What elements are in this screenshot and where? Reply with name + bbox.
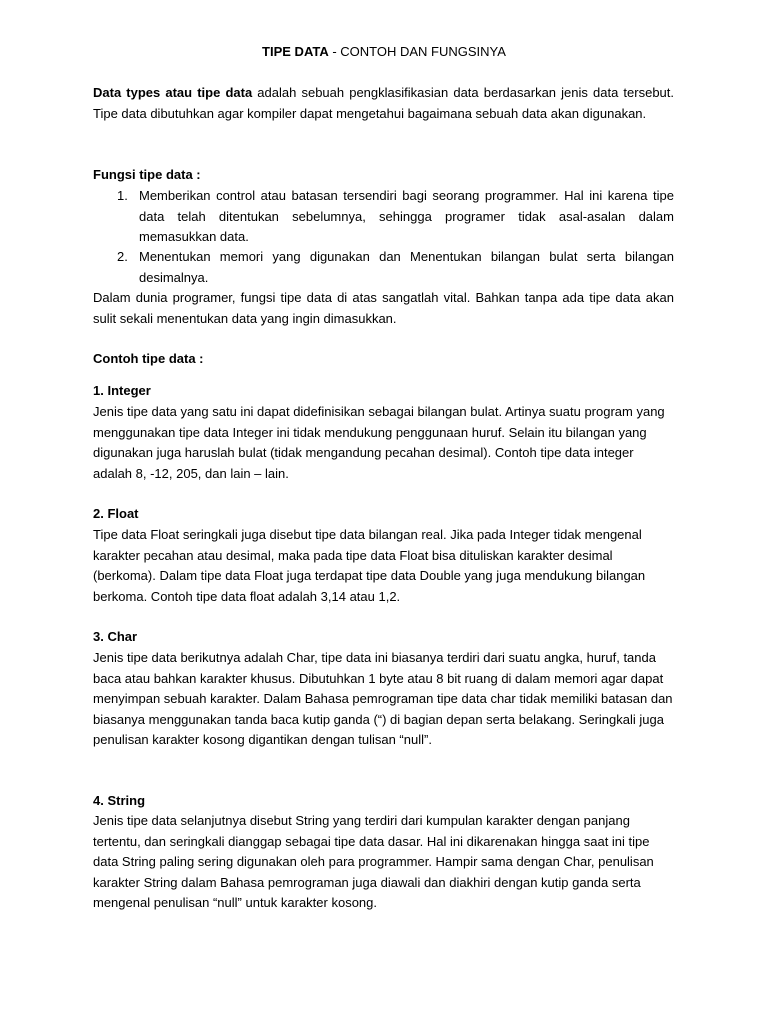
intro-text: adalah sebuah pengklasifikasian data berdasarkan jenis data tersebut. Tipe data dibutuhkan agar kompiler dapat mengetahui bagaimana sebuah data akan digunakan. bbox=[93, 85, 675, 121]
document-title-bold: TIPE DATA bbox=[262, 44, 329, 59]
string-paragraph: Jenis tipe data selanjutnya disebut String yang terdiri dari kumpulan karakter dengan panjang tertentu, dan seringkali dianggap sebagai tipe data dasar. Hal ini dikarenakan hingga saat ini tipe data String paling sering digunakan oleh para programmer. Hampir sama dengan Char, penulisan karakter String dalam Bahasa pemrograman juga diawali dan diakhiri dengan kutip ganda serta mengenal penulisan “null” untuk karakter kosong. bbox=[93, 813, 654, 910]
float-paragraph: Tipe data Float seringkali juga disebut tipe data bilangan real. Jika pada Integer tidak mengenal karakter pecahan atau desimal, maka pada tipe data Float bisa dituliskan karakter desimal (berkoma). Dalam tipe data Float juga terdapat tipe data Double yang juga mendukung bilangan berkoma. Contoh tipe data float adalah 3,14 atau 1,2. bbox=[93, 527, 646, 604]
contoh-heading: Contoh tipe data : bbox=[93, 351, 204, 366]
fungsi-item-text: Memberikan control atau batasan tersendiri bagi seorang programmer. Hal ini karena tipe data telah ditentukan sebelumnya, sehingga programer tidak asal-asalan dalam memasukkan data. bbox=[139, 188, 674, 244]
fungsi-item-text: Menentukan memori yang digunakan dan Menentukan bilangan bulat serta bilangan desimalnya. bbox=[139, 249, 674, 285]
fungsi-list-item bbox=[93, 186, 674, 248]
fungsi-heading: Fungsi tipe data : bbox=[93, 167, 201, 182]
fungsi-item-number: 2. bbox=[117, 249, 128, 264]
document-title-rest: - CONTOH DAN FUNGSINYA bbox=[328, 44, 506, 59]
intro-term: Data types atau tipe data bbox=[93, 85, 253, 100]
char-heading: 3. Char bbox=[93, 629, 138, 644]
float-heading: 2. Float bbox=[93, 506, 139, 521]
integer-heading: 1. Integer bbox=[93, 383, 151, 398]
fungsi-item-number: 1. bbox=[117, 188, 128, 203]
string-heading: 4. String bbox=[93, 793, 146, 808]
integer-paragraph: Jenis tipe data yang satu ini dapat didefinisikan sebagai bilangan bulat. Artinya suatu program yang menggunakan tipe data Integer ini tidak mendukung penggunaan huruf. Selain itu bilangan yang digunakan juga haruslah bulat (tidak mengandung pecahan desimal). Contoh tipe data integer adalah 8, -12, 205, dan lain – lain. bbox=[93, 404, 665, 481]
fungsi-closing-paragraph: Dalam dunia programer, fungsi tipe data di atas sangatlah vital. Bahkan tanpa ada tipe data akan sulit sekali menentukan data yang ingin dimasukkan. bbox=[93, 290, 674, 326]
intro-paragraph bbox=[93, 83, 674, 124]
document-title bbox=[0, 42, 768, 62]
char-paragraph: Jenis tipe data berikutnya adalah Char, tipe data ini biasanya terdiri dari suatu angka, huruf, tanda baca atau bahkan karakter khusus. Dibutuhkan 1 byte atau 8 bit ruang di dalam memori agar dapat menyimpan sebuah karakter. Dalam Bahasa pemrograman tipe data char tidak memiliki batasan dan biasanya menggunakan tanda baca kutip ganda (“) di bagian depan serta belakang. Seringkali juga penulisan karakter kosong digantikan dengan tulisan “null”. bbox=[93, 650, 673, 747]
fungsi-list-item bbox=[93, 247, 674, 288]
